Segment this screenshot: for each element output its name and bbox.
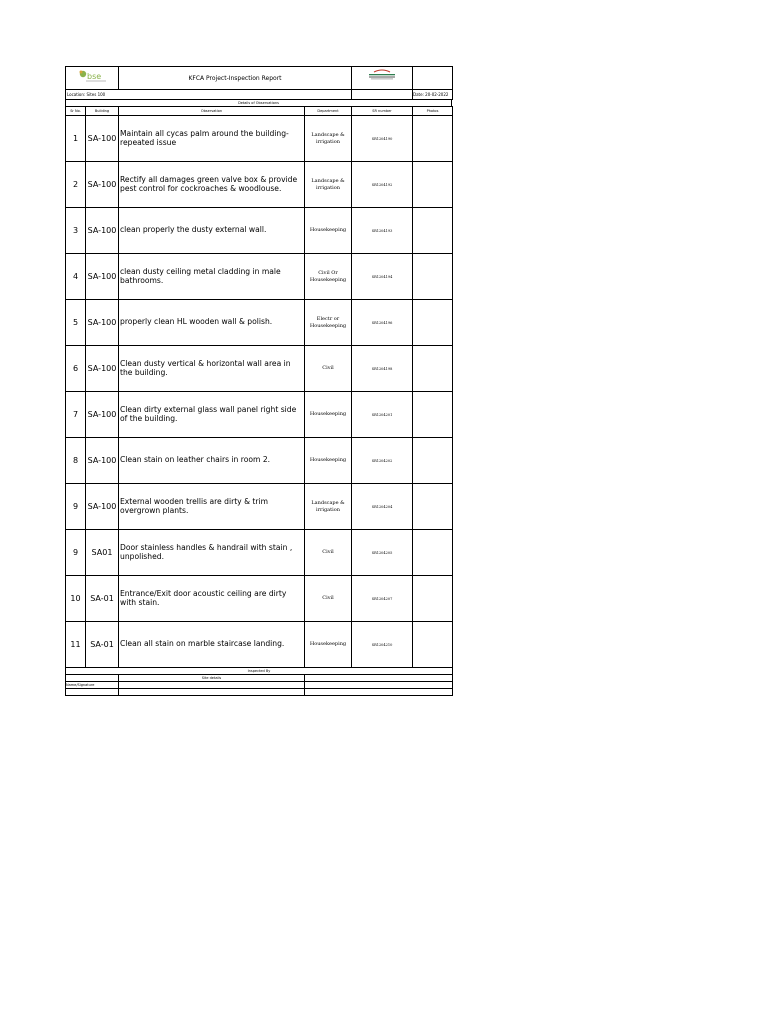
row-photo-cell	[413, 116, 453, 162]
row-sr-number: SR1204196	[352, 300, 413, 346]
row-number: 6	[66, 346, 86, 392]
row-number: 5	[66, 300, 86, 346]
row-number: 10	[66, 576, 86, 622]
table-row	[66, 300, 453, 346]
row-observation: External wooden trellis are dirty & trim overgrown plants.	[119, 484, 305, 530]
row-sr-number: SR1204201	[352, 392, 413, 438]
footer-blank-3	[66, 689, 119, 696]
row-sr-number: SR1204204	[352, 484, 413, 530]
signature-cell-1[interactable]	[119, 682, 305, 689]
row-department: Housekeeping	[305, 438, 352, 484]
table-row	[66, 576, 453, 622]
row-building: SA01	[86, 530, 119, 576]
row-sr-number: SR1204194	[352, 254, 413, 300]
row-observation: Door stainless handles & handrail with stain , unpolished.	[119, 530, 305, 576]
table-row	[66, 254, 453, 300]
client-logo	[352, 67, 413, 90]
observations-table	[65, 106, 453, 668]
row-photo-cell	[413, 530, 453, 576]
footer-blank-1	[66, 675, 119, 682]
row-sr-number: SR1204193	[352, 208, 413, 254]
section-label: Details of Observations	[66, 100, 452, 107]
row-photo-cell	[413, 208, 453, 254]
row-observation: Clean dusty vertical & horizontal wall area in the building.	[119, 346, 305, 392]
row-observation: Entrance/Exit door acoustic ceiling are dirty with stain.	[119, 576, 305, 622]
row-number: 9	[66, 484, 86, 530]
table-row	[66, 208, 453, 254]
row-building: SA-100	[86, 300, 119, 346]
row-sr-number: SR1204207	[352, 576, 413, 622]
row-observation: clean dusty ceiling metal cladding in male bathrooms.	[119, 254, 305, 300]
table-row	[66, 622, 453, 668]
row-department: Housekeeping	[305, 208, 352, 254]
row-building: SA-01	[86, 622, 119, 668]
meta-blank	[352, 90, 413, 100]
header-blank-cell	[413, 67, 453, 90]
footer-blank-4	[119, 689, 305, 696]
row-number: 7	[66, 392, 86, 438]
row-building: SA-100	[86, 208, 119, 254]
row-photo-cell	[413, 622, 453, 668]
footer-table	[65, 667, 453, 696]
table-row	[66, 484, 453, 530]
client-emblem-icon	[360, 67, 404, 85]
row-number: 8	[66, 438, 86, 484]
table-row	[66, 438, 453, 484]
row-photo-cell	[413, 254, 453, 300]
row-building: SA-100	[86, 254, 119, 300]
row-photo-cell	[413, 484, 453, 530]
row-observation: properly clean HL wooden wall & polish.	[119, 300, 305, 346]
col-header-no: Sr No.	[66, 107, 86, 116]
report-title: KFCA Project-Inspection Report	[119, 67, 352, 90]
row-photo-cell	[413, 576, 453, 622]
company-logo	[66, 67, 119, 90]
row-observation: Clean stain on leather chairs in room 2.	[119, 438, 305, 484]
row-building: SA-100	[86, 116, 119, 162]
col-header-department: Department	[305, 107, 352, 116]
table-row	[66, 392, 453, 438]
row-department: Civil	[305, 530, 352, 576]
inspection-report-sheet	[65, 66, 452, 696]
footer-blank-2	[305, 675, 453, 682]
signature-label: Name/Signature	[66, 682, 119, 689]
table-header-row	[66, 107, 453, 116]
report-header-table	[65, 66, 453, 90]
row-department: Housekeeping	[305, 392, 352, 438]
col-header-observation: Observation	[119, 107, 305, 116]
row-sr-number: SR1204190	[352, 116, 413, 162]
signature-cell-2[interactable]	[305, 682, 453, 689]
row-building: SA-100	[86, 392, 119, 438]
row-department: Civil	[305, 576, 352, 622]
table-row	[66, 346, 453, 392]
row-department: Housekeeping	[305, 622, 352, 668]
row-building: SA-100	[86, 162, 119, 208]
row-sr-number: SR1204198	[352, 346, 413, 392]
row-building: SA-100	[86, 346, 119, 392]
row-observation: Maintain all cycas palm around the building-repeated issue	[119, 116, 305, 162]
table-row	[66, 116, 453, 162]
row-department: Electr or Housekeeping	[305, 300, 352, 346]
row-observation: Clean all stain on marble staircase landing.	[119, 622, 305, 668]
row-observation: Clean dirty external glass wall panel right side of the building.	[119, 392, 305, 438]
row-number: 4	[66, 254, 86, 300]
svg-text:bse: bse	[87, 72, 102, 81]
row-building: SA-100	[86, 438, 119, 484]
row-observation: clean properly the dusty external wall.	[119, 208, 305, 254]
row-sr-number: SR1204192	[352, 162, 413, 208]
row-number: 3	[66, 208, 86, 254]
bse-logo-icon	[72, 67, 112, 85]
row-number: 2	[66, 162, 86, 208]
col-header-photos: Photos	[413, 107, 453, 116]
table-row	[66, 162, 453, 208]
site-details-label: Site details	[119, 675, 305, 682]
row-department: Landscape & irrigation	[305, 116, 352, 162]
row-photo-cell	[413, 300, 453, 346]
location-label: Location: Sites 100	[66, 90, 352, 100]
col-header-building: Building	[86, 107, 119, 116]
row-building: SA-01	[86, 576, 119, 622]
row-number: 9	[66, 530, 86, 576]
row-department: Landscape & irrigation	[305, 162, 352, 208]
row-number: 11	[66, 622, 86, 668]
row-department: Landscape & irrigation	[305, 484, 352, 530]
row-photo-cell	[413, 392, 453, 438]
row-photo-cell	[413, 346, 453, 392]
table-row	[66, 530, 453, 576]
row-sr-number: SR1204210	[352, 622, 413, 668]
row-photo-cell	[413, 438, 453, 484]
footer-blank-5	[305, 689, 453, 696]
row-building: SA-100	[86, 484, 119, 530]
row-observation: Rectify all damages green valve box & provide pest control for cockroaches & woodlouse.	[119, 162, 305, 208]
date-label: Date: 20-02-2022	[413, 90, 453, 100]
row-sr-number: SR1204202	[352, 438, 413, 484]
row-sr-number: SR1204205	[352, 530, 413, 576]
row-photo-cell	[413, 162, 453, 208]
row-number: 1	[66, 116, 86, 162]
inspected-by-label: Inspected By	[66, 668, 453, 675]
row-department: Civil	[305, 346, 352, 392]
col-header-sr-number: SR number	[352, 107, 413, 116]
row-department: Civil Or Housekeeping	[305, 254, 352, 300]
